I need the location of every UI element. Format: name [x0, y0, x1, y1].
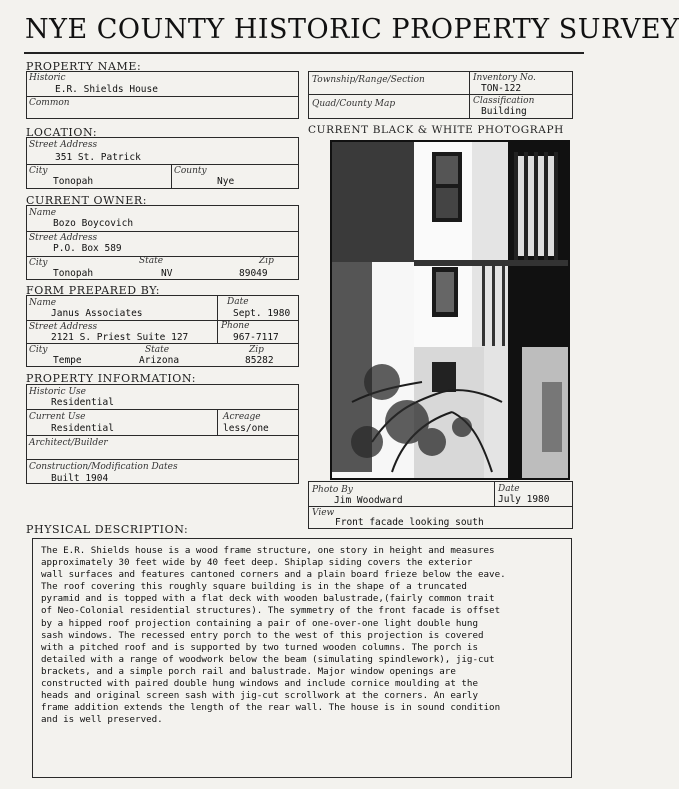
photo-date-label: Date: [498, 484, 520, 494]
historic-use-value: Residential: [51, 397, 114, 408]
location-heading: LOCATION:: [26, 126, 98, 139]
classification-label: Classification: [473, 96, 535, 106]
architect-label: Architect/Builder: [29, 438, 108, 448]
owner-state-value: NV: [161, 268, 173, 279]
current-use-label: Current Use: [29, 412, 86, 422]
inventory-value: TON-122: [481, 83, 522, 94]
owner-name-label: Name: [29, 208, 57, 218]
photo-by-label: Photo By: [312, 485, 353, 495]
historic-name-label: Historic: [29, 73, 66, 83]
survey-box: [308, 71, 573, 119]
owner-name-value: Bozo Boycovich: [53, 218, 134, 229]
owner-city-value: Tonopah: [53, 268, 94, 279]
construction-label: Construction/Modification Dates: [29, 462, 178, 472]
photo-view-label: View: [312, 508, 335, 518]
preparer-name-label: Name: [29, 298, 57, 308]
location-county-label: County: [174, 166, 207, 176]
property-name-box: [26, 71, 299, 119]
page-title: NYE COUNTY HISTORIC PROPERTY SURVEY: [25, 14, 679, 45]
preparer-state-label: State: [145, 345, 170, 355]
owner-box: [26, 205, 299, 280]
historic-use-label: Historic Use: [29, 387, 86, 397]
property-name-heading: PROPERTY NAME:: [26, 60, 142, 73]
preparer-street-value: 2121 S. Priest Suite 127: [51, 332, 189, 343]
classification-value: Building: [481, 106, 527, 117]
property-info-box: [26, 384, 299, 484]
owner-zip-label: Zip: [259, 256, 274, 266]
house-photograph: [330, 140, 570, 480]
preparer-date-value: Sept. 1980: [233, 308, 291, 319]
owner-street-value: P.O. Box 589: [53, 243, 122, 254]
prepared-by-heading: FORM PREPARED BY:: [26, 284, 161, 297]
owner-city-label: City: [29, 258, 48, 268]
township-label: Township/Range/Section: [312, 75, 425, 85]
preparer-city-label: City: [29, 345, 48, 355]
physical-description-heading: PHYSICAL DESCRIPTION:: [26, 523, 189, 536]
physical-description-text: The E.R. Shields house is a wood frame structure, one story in height and measures approximately 30 feet wide by 40 feet deep. Shiplap siding covers the exterior wall surfaces and features cantoned corners and a plain board frieze below the eave. The roof covering this roughly square building is in the shape of a truncated pyramid and is topped with a flat deck with wooden balustrade,(fairly common trait of Neo-Colonial residential structures). The symmetry of the front facade is offset by a hipped roof projection containing a pair of one-over-one light double hung sash windows. The recessed entry porch to the west of this projection is covered with a pitched roof and is supported by two turned wooden columns. The porch is detailed with a range of woodwork below the beam (simulating spindlework), jig-cut brackets, and a simple porch rail and balustrade. Major window openings are constructed with paired double hung windows and include cornice moulding at the heads and original screen sash with jig-cut scrollwork at the corners. An early frame addition extends the length of the rear wall. The house is in sound condition and is well preserved.: [41, 545, 506, 726]
acreage-label: Acreage: [223, 412, 261, 422]
preparer-zip-label: Zip: [249, 345, 264, 355]
photo-view-value: Front facade looking south: [335, 517, 484, 528]
common-name-label: Common: [29, 98, 70, 108]
preparer-street-label: Street Address: [29, 322, 98, 332]
preparer-zip-value: 85282: [245, 355, 274, 366]
photo-date-value: July 1980: [498, 494, 550, 505]
owner-heading: CURRENT OWNER:: [26, 194, 148, 207]
location-county-value: Nye: [217, 176, 235, 187]
preparer-date-label: Date: [227, 297, 249, 307]
photo-info-box: [308, 481, 573, 529]
property-info-heading: PROPERTY INFORMATION:: [26, 372, 197, 385]
title-rule: [24, 52, 584, 54]
preparer-phone-label: Phone: [221, 321, 250, 331]
location-city-label: City: [29, 166, 48, 176]
quad-map-label: Quad/County Map: [312, 99, 396, 109]
inventory-label: Inventory No.: [473, 73, 536, 83]
prepared-by-box: [26, 295, 299, 367]
owner-street-label: Street Address: [29, 233, 98, 243]
location-street-value: 351 St. Patrick: [55, 152, 141, 163]
owner-zip-value: 89049: [239, 268, 268, 279]
location-street-label: Street Address: [29, 140, 98, 150]
current-use-value: Residential: [51, 423, 114, 434]
owner-state-label: State: [139, 256, 164, 266]
photo-heading: CURRENT BLACK & WHITE PHOTOGRAPH: [308, 124, 564, 136]
construction-value: Built 1904: [51, 473, 109, 484]
house-photo-image: [332, 142, 568, 478]
photo-by-value: Jim Woodward: [334, 495, 403, 506]
historic-name-value: E.R. Shields House: [55, 84, 158, 95]
preparer-name-value: Janus Associates: [51, 308, 143, 319]
location-city-value: Tonopah: [53, 176, 94, 187]
acreage-value: less/one: [223, 423, 269, 434]
physical-description-box: [32, 538, 572, 778]
preparer-city-value: Tempe: [53, 355, 82, 366]
preparer-phone-value: 967-7117: [233, 332, 279, 343]
preparer-state-value: Arizona: [139, 355, 180, 366]
location-box: [26, 137, 299, 189]
